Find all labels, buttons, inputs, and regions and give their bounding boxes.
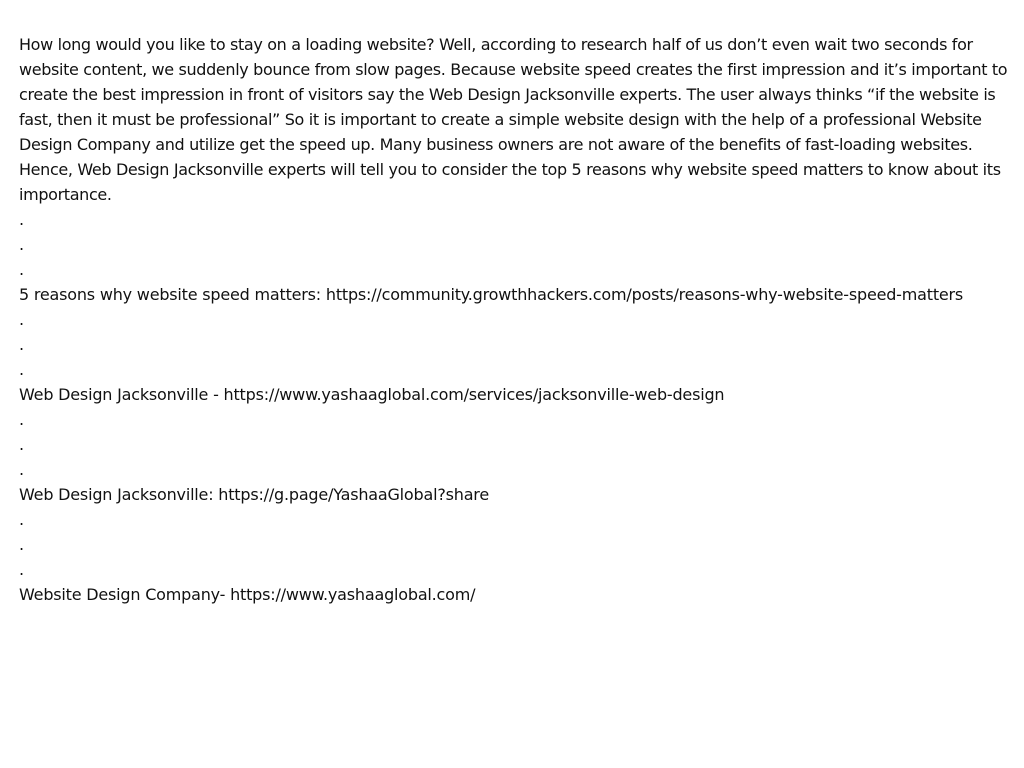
dot-separator: . xyxy=(19,535,24,554)
dot-separator: . xyxy=(19,235,24,254)
link-line-company-home[interactable]: Website Design Company- https://www.yashaaglobal.com/ xyxy=(19,585,476,604)
link-line-jacksonville-services[interactable]: Web Design Jacksonville - https://www.yashaaglobal.com/services/jacksonville-web-design xyxy=(19,385,725,404)
dot-separator: . xyxy=(19,560,24,579)
dot-separator: . xyxy=(19,460,24,479)
dot-separator: . xyxy=(19,260,24,279)
dot-separator: . xyxy=(19,360,24,379)
dot-separator: . xyxy=(19,510,24,529)
link-line-speed-matters[interactable]: 5 reasons why website speed matters: https://community.growthhackers.com/posts/reasons-why-website-speed-matters xyxy=(19,285,964,304)
dot-separator: . xyxy=(19,210,24,229)
dot-separator: . xyxy=(19,310,24,329)
dot-separator: . xyxy=(19,335,24,354)
link-line-google-page[interactable]: Web Design Jacksonville: https://g.page/YashaaGlobal?share xyxy=(19,485,489,504)
intro-paragraph: How long would you like to stay on a loading website? Well, according to research half of us don’t even wait two seconds for website content, we suddenly bounce from slow pages. Because website speed creates the first impression and it’s important to create the best impression in front of visitors say the Web Design Jacksonville experts. The user always thinks “if the website is fast, then it must be professional” So it is important to create a simple website design with the help of a professional Website Design Company and utilize get the speed up. Many business owners are not aware of the benefits of fast-loading websites. Hence, Web Design Jacksonville experts will tell you to consider the top 5 reasons why website speed matters to know about its importance. xyxy=(19,35,1008,204)
document-body xyxy=(19,32,1009,607)
dot-separator: . xyxy=(19,410,24,429)
dot-separator: . xyxy=(19,435,24,454)
